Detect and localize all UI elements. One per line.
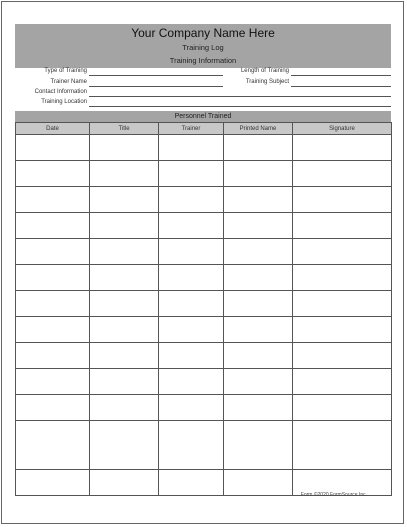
printed-name-cell[interactable]	[224, 187, 293, 213]
table-row	[16, 421, 392, 470]
trainer-cell[interactable]	[159, 369, 224, 395]
table-row	[16, 239, 392, 265]
printed-name-cell[interactable]	[224, 395, 293, 421]
title-cell[interactable]	[90, 187, 159, 213]
trainer-cell[interactable]	[159, 135, 224, 161]
column-header-printed-name: Printed Name	[224, 123, 293, 135]
signature-cell[interactable]	[293, 135, 392, 161]
printed-name-cell[interactable]	[224, 317, 293, 343]
printed-name-cell[interactable]	[224, 291, 293, 317]
printed-name-cell[interactable]	[224, 265, 293, 291]
title-cell[interactable]	[90, 343, 159, 369]
table-row	[16, 135, 392, 161]
table-header-row	[16, 123, 392, 135]
training-location-field[interactable]	[89, 106, 391, 107]
signature-cell[interactable]	[293, 265, 392, 291]
personnel-trained-heading: Personnel Trained	[15, 111, 391, 122]
title-cell[interactable]	[90, 470, 159, 496]
trainer-cell[interactable]	[159, 291, 224, 317]
section-title-training-information: Training Information	[169, 56, 237, 65]
column-header-signature: Signature	[293, 123, 392, 135]
printed-name-cell[interactable]	[224, 343, 293, 369]
printed-name-cell[interactable]	[224, 470, 293, 496]
trainer-cell[interactable]	[159, 470, 224, 496]
signature-cell[interactable]	[293, 395, 392, 421]
trainer-name-field[interactable]	[89, 86, 223, 87]
printed-name-cell[interactable]	[224, 213, 293, 239]
table-row	[16, 213, 392, 239]
date-cell[interactable]	[16, 135, 90, 161]
trainer-cell[interactable]	[159, 265, 224, 291]
column-header-date: Date	[16, 123, 90, 135]
table-row	[16, 369, 392, 395]
printed-name-cell[interactable]	[224, 369, 293, 395]
trainer-cell[interactable]	[159, 161, 224, 187]
title-cell[interactable]	[90, 317, 159, 343]
length-of-training-field[interactable]	[291, 75, 391, 76]
table-row	[16, 317, 392, 343]
table-row	[16, 343, 392, 369]
date-cell[interactable]	[16, 470, 90, 496]
printed-name-cell[interactable]	[224, 161, 293, 187]
date-cell[interactable]	[16, 187, 90, 213]
trainer-cell[interactable]	[159, 343, 224, 369]
column-header-title: Title	[90, 123, 159, 135]
type-of-training-field[interactable]	[89, 75, 223, 76]
title-cell[interactable]	[90, 265, 159, 291]
contact-information-field[interactable]	[89, 96, 391, 97]
title-cell[interactable]	[90, 369, 159, 395]
date-cell[interactable]	[16, 265, 90, 291]
title-cell[interactable]	[90, 421, 159, 470]
signature-cell[interactable]	[293, 213, 392, 239]
printed-name-cell[interactable]	[224, 421, 293, 470]
trainer-cell[interactable]	[159, 317, 224, 343]
signature-cell[interactable]	[293, 421, 392, 470]
contact-information-label: Contact Information	[34, 89, 87, 95]
printed-name-cell[interactable]	[224, 135, 293, 161]
date-cell[interactable]	[16, 343, 90, 369]
title-cell[interactable]	[90, 161, 159, 187]
document-title: Training Log	[182, 43, 224, 52]
header-banner	[15, 24, 391, 68]
date-cell[interactable]	[16, 291, 90, 317]
trainer-cell[interactable]	[159, 239, 224, 265]
signature-cell[interactable]	[293, 343, 392, 369]
trainer-name-label: Trainer Name	[50, 79, 87, 85]
date-cell[interactable]	[16, 161, 90, 187]
printed-name-cell[interactable]	[224, 239, 293, 265]
column-header-trainer: Trainer	[159, 123, 224, 135]
training-subject-label: Training Subject	[245, 79, 289, 85]
title-cell[interactable]	[90, 213, 159, 239]
trainer-cell[interactable]	[159, 421, 224, 470]
title-cell[interactable]	[90, 395, 159, 421]
signature-cell[interactable]	[293, 187, 392, 213]
title-cell[interactable]	[90, 291, 159, 317]
signature-cell[interactable]	[293, 317, 392, 343]
date-cell[interactable]	[16, 395, 90, 421]
training-subject-field[interactable]	[291, 86, 391, 87]
signature-cell[interactable]	[293, 369, 392, 395]
date-cell[interactable]	[16, 421, 90, 470]
signature-cell[interactable]	[293, 161, 392, 187]
trainer-cell[interactable]	[159, 213, 224, 239]
type-of-training-label: Type of Training	[44, 68, 87, 74]
table-row	[16, 395, 392, 421]
signature-cell[interactable]	[293, 239, 392, 265]
trainer-cell[interactable]	[159, 395, 224, 421]
company-name: Your Company Name Here	[131, 26, 275, 40]
table-row	[16, 291, 392, 317]
table-row	[16, 187, 392, 213]
date-cell[interactable]	[16, 369, 90, 395]
footer-copyright: Form ©2020 FormSource Inc.	[300, 492, 367, 498]
training-location-label: Training Location	[41, 99, 87, 105]
trainer-cell[interactable]	[159, 187, 224, 213]
title-cell[interactable]	[90, 239, 159, 265]
table-row	[16, 161, 392, 187]
length-of-training-label: Length of Training	[240, 68, 289, 74]
title-cell[interactable]	[90, 135, 159, 161]
date-cell[interactable]	[16, 213, 90, 239]
personnel-trained-table	[15, 122, 392, 496]
date-cell[interactable]	[16, 317, 90, 343]
date-cell[interactable]	[16, 239, 90, 265]
table-row	[16, 265, 392, 291]
signature-cell[interactable]	[293, 291, 392, 317]
